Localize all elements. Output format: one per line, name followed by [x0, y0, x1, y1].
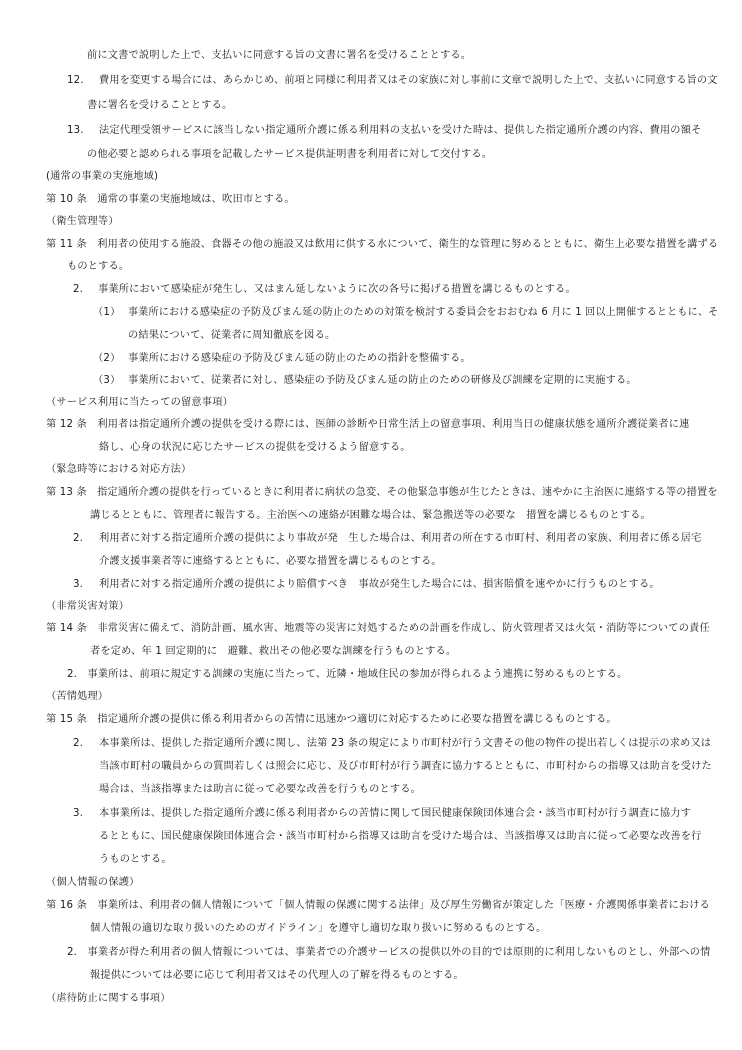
- text-line: 絡し、心身の状況に応じたサービスの提供を受けるよう留意する。: [99, 442, 411, 453]
- item-number: 3.: [73, 808, 84, 819]
- article-line: 第 16 条 事業所は、利用者の個人情報について「個人情報の保護に関する法律」及び厚生労働省が策定した「医療・介護関係事業者における: [46, 900, 711, 911]
- text-line: 本事業所は、提供した指定通所介護に係る利用者からの苦情に関して国民健康保険団体連合会・該当市町村が行う調査に協力す: [99, 808, 692, 819]
- item-number: 3.: [73, 579, 84, 590]
- text-line: 個人情報の適切な取り扱いのためのガイドライン」を遵守し適切な取り扱いに努めるものとする。: [90, 923, 547, 934]
- text-line: 利用者に対する指定通所介護の提供により賠償すべき 事故が発生した場合には、損害賠償を速やかに行うものとする。: [99, 579, 660, 590]
- section-heading: （サービス利用に当たっての留意事項）: [46, 397, 233, 408]
- item-number: （1）: [93, 307, 121, 318]
- article-line: 第 14 条 非常災害に備えて、消防計画、風水害、地震等の災害に対処するための計画を作成し、防火管理者又は火気・消防等についての責任: [46, 623, 710, 634]
- article-line: 第 12 条 利用者は指定通所介護の提供を受ける際には、医師の診断や日常生活上の留意事項、利用当日の健康状態を通所介護従業者に連: [46, 419, 690, 430]
- item-number: 12.: [67, 75, 84, 86]
- article-line: 第 11 条 利用者の使用する施設、食器その他の施設又は飲用に供する水について、衛生的な管理に努めるとともに、衛生上必要な措置を講ずる: [46, 239, 719, 250]
- section-heading: （非常災害対策）: [46, 601, 130, 612]
- text-line: 書に署名を受けることとする。: [87, 100, 233, 111]
- item-number: 13.: [67, 125, 84, 136]
- text-line: 講じるとともに、管理者に報告する。主治医への連絡が困難な場合は、緊急搬送等の必要な 措置を講じるものとする。: [90, 510, 651, 521]
- item-number: （3）: [93, 375, 121, 386]
- item-number: 2.: [73, 284, 84, 295]
- text-line: 法定代理受領サービスに該当しない指定通所介護に係る利用料の支払いを受けた時は、提供した指定通所介護の内容、費用の額そ: [99, 125, 702, 136]
- text-line: 事業所における感染症の予防及びまん延の防止のための指針を整備する。: [128, 353, 471, 364]
- text-line: 2. 事業所は、前項に規定する訓練の実施に当たって、近隣・地域住民の参加が得られるよう連携に努めるものとする。: [67, 669, 628, 680]
- text-line: 当該市町村の職員からの質問若しくは照会に応じ、及び市町村が行う調査に協力するとともに、市町村からの指導又は助言を受けた: [99, 761, 712, 772]
- article-line: 第 15 条 指定通所介護の提供に係る利用者からの苦情に迅速かつ適切に対応するために必要な措置を講じるものとする。: [46, 714, 617, 725]
- text-line: 事業所において感染症が発生し、又はまん延しないように次の各号に掲げる措置を講じるものとする。: [98, 284, 576, 295]
- item-number: 2.: [73, 738, 84, 749]
- text-line: 介護支援事業者等に連絡するとともに、必要な措置を講じるものとする。: [99, 556, 442, 567]
- article-line: 第 10 条 通常の事業の実施地域は、吹田市とする。: [46, 194, 295, 205]
- section-heading: （虐待防止に関する事項）: [46, 993, 171, 1004]
- text-line: 場合は、当該指導または助言に従って必要な改善を行うものとする。: [99, 784, 422, 795]
- item-number: 2.: [73, 533, 84, 544]
- text-line: 前に文書で説明した上で、支払いに同意する旨の文書に署名を受けることとする。: [87, 50, 472, 61]
- text-line: の結果について、従業者に周知徹底を図る。: [128, 330, 336, 341]
- text-line: 費用を変更する場合には、あらかじめ、前項と同様に利用者又はその家族に対し事前に文章で説明した上で、支払いに同意する旨の文: [99, 75, 718, 86]
- text-line: 報提供については必要に応じて利用者又はその代理人の了解を得るものとする。: [90, 970, 464, 981]
- text-line: 事業所において、従業者に対し、感染症の予防及びまん延の防止のための研修及び訓練を定期的に実施する。: [128, 375, 637, 386]
- text-line: 利用者に対する指定通所介護の提供により事故が発 生した場合は、利用者の所在する市町村、利用者の家族、利用者に係る居宅: [99, 533, 702, 544]
- text-line: の他必要と認められる事項を記載したサービス提供証明書を利用者に対して交付する。: [87, 149, 493, 160]
- section-heading: （衛生管理等）: [46, 216, 119, 227]
- text-line: ものとする。: [67, 261, 130, 272]
- text-line: うものとする。: [99, 854, 172, 865]
- text-line: 事業所における感染症の予防及びまん延の防止のための対策を検討する委員会をおおむね 6 月に 1 回以上開催するとともに、そ: [128, 307, 719, 318]
- article-line: 第 13 条 指定通所介護の提供を行っているときに利用者に病状の急変、その他緊急事態が生じたときは、速やかに主治医に連絡する等の措置を: [46, 487, 718, 498]
- text-line: 2. 事業者が得た利用者の個人情報については、事業者での介護サービスの提供以外の目的では原則的に利用しないものとし、外部への情: [67, 947, 711, 958]
- text-line: 者を定め、年 1 回定期的に 避難、救出その他必要な訓練を行うものとする。: [90, 646, 457, 657]
- item-number: （2）: [93, 353, 121, 364]
- section-heading: （個人情報の保護）: [46, 877, 140, 888]
- section-heading: （緊急時等における対応方法）: [46, 464, 192, 475]
- text-line: るとともに、国民健康保険団体連合会・該当市町村から指導又は助言を受けた場合は、当該指導又は助言に従って必要な改善を行: [99, 831, 702, 842]
- section-heading: （苦情処理）: [46, 691, 109, 702]
- text-line: 本事業所は、提供した指定通所介護に関し、法第 23 条の規定により市町村が行う文書その他の物件の提出若しくは提示の求め又は: [99, 738, 712, 749]
- section-heading: (通常の事業の実施地域): [46, 171, 159, 182]
